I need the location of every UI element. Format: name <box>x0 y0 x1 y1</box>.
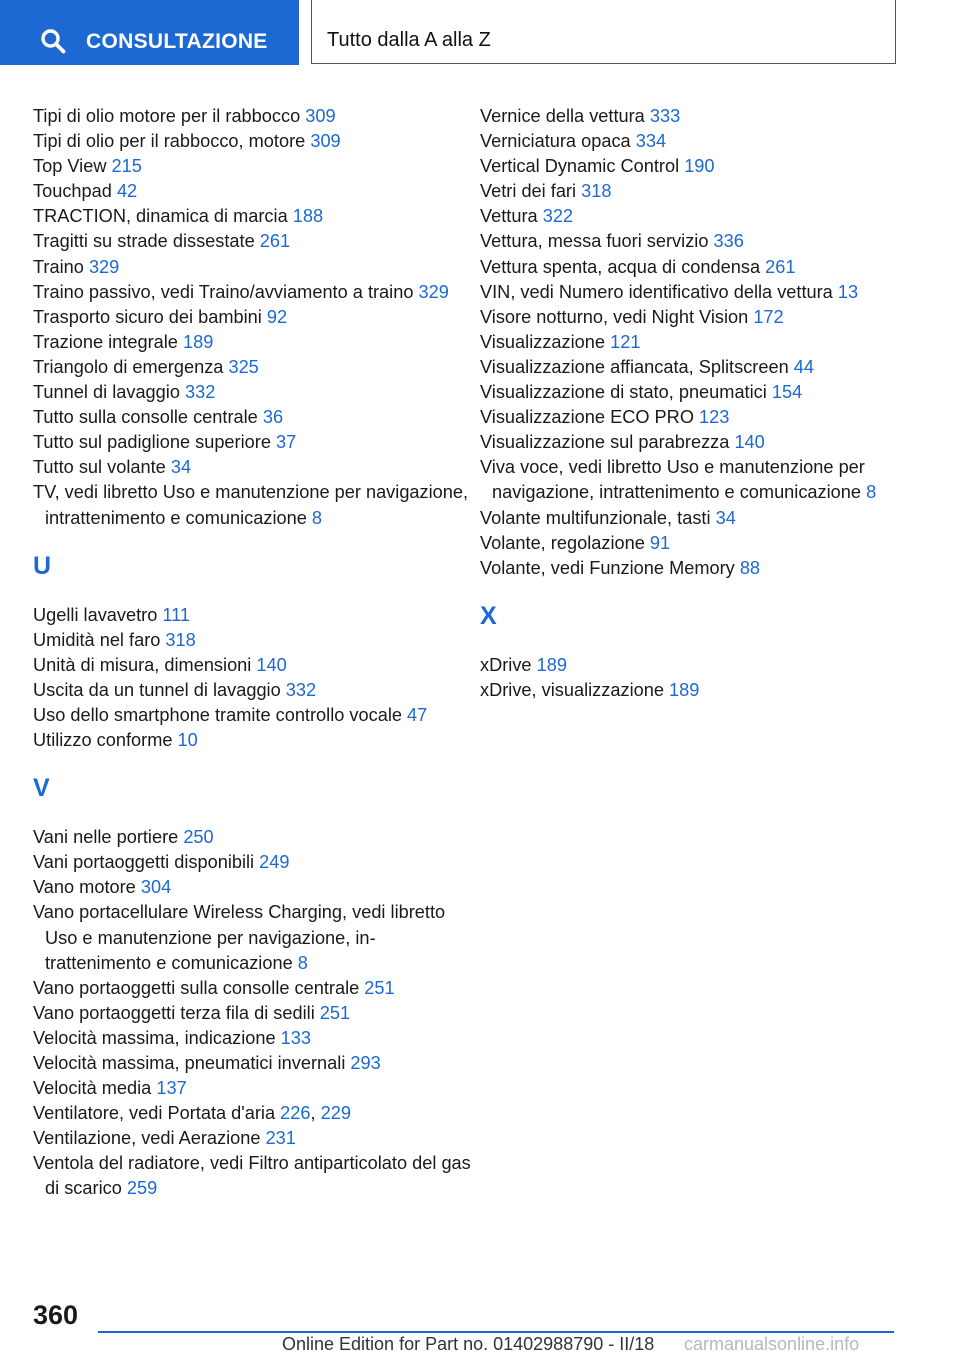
search-icon <box>40 28 66 54</box>
index-entry <box>33 355 473 380</box>
index-entry-text: Tutto sul volante <box>33 457 171 478</box>
index-entry-text: Velocità massima, indicazione <box>33 1027 281 1048</box>
index-entry-text: Velocità media <box>33 1078 157 1099</box>
index-entry <box>480 455 900 505</box>
page-link[interactable]: 154 <box>771 382 803 403</box>
index-entry <box>480 678 900 703</box>
index-entry <box>480 531 900 556</box>
index-entry <box>480 305 900 330</box>
index-entry <box>33 628 473 653</box>
watermark: carmanualsonline.info <box>684 1334 860 1354</box>
index-entry <box>33 703 473 728</box>
index-entry-text: Volante, regolazione <box>480 532 650 553</box>
page-link[interactable]: 333 <box>649 106 681 126</box>
page-link[interactable]: 140 <box>256 654 287 675</box>
index-entry <box>480 506 900 531</box>
page-link[interactable]: 250 <box>183 827 214 848</box>
index-entry <box>33 1001 473 1026</box>
section-letter-u: U <box>33 551 52 580</box>
page-link[interactable]: 133 <box>280 1027 312 1048</box>
page-link[interactable]: 189 <box>182 331 214 352</box>
page-link[interactable]: 249 <box>259 852 290 873</box>
index-entry <box>33 900 473 975</box>
index-entry-text: Ugelli lavavetro <box>33 604 163 625</box>
index-entry <box>33 104 473 129</box>
index-entry <box>33 455 473 480</box>
index-entry-text: TRACTION, dinamica di marcia <box>33 206 293 227</box>
index-entry-text: Vano portaoggetti sulla consolle centrale <box>33 977 365 998</box>
page-link[interactable]: 137 <box>156 1078 187 1099</box>
index-entry-text: Visualizzazione di stato, pneumatici <box>480 382 772 403</box>
index-entry <box>33 330 473 355</box>
index-entry <box>33 480 473 530</box>
index-entry-text: Top View <box>33 156 112 177</box>
index-entry-text: Traino passivo, vedi Traino/avviamento a traino <box>33 281 419 302</box>
index-entry <box>33 1026 473 1051</box>
page-link[interactable]: 336 <box>713 231 744 252</box>
page-link[interactable]: 140 <box>734 432 765 453</box>
index-entry <box>480 229 900 254</box>
page-number: 360 <box>33 1300 79 1330</box>
index-entry: Ventilatore, vedi Portata d'aria 226, 229 <box>33 1103 351 1124</box>
index-entry-text: Ventola del radiatore, vedi Filtro antiparticolato del gas di scarico <box>33 1153 471 1199</box>
index-entry-text: Vetri dei fari <box>480 181 582 202</box>
index-entry-text: Vettura <box>480 206 543 227</box>
page-link[interactable]: 215 <box>111 156 142 177</box>
page-link[interactable]: 189 <box>669 679 700 700</box>
index-entry <box>480 129 900 154</box>
page-link[interactable]: 261 <box>259 231 291 252</box>
index-entry-text: Vani nelle portiere <box>33 827 184 848</box>
page-link[interactable]: 88 <box>739 557 761 578</box>
index-column-right <box>480 104 900 703</box>
index-entry <box>480 405 900 430</box>
index-entry-text: Traino <box>33 256 89 277</box>
index-entry-text: Tutto sul padiglione superiore <box>33 432 276 453</box>
page-link[interactable]: 229 <box>320 1103 351 1124</box>
index-entry-text: Visualizzazione <box>480 331 611 352</box>
index-entry <box>480 330 900 355</box>
page-link[interactable]: 334 <box>635 131 667 152</box>
index-entry <box>33 280 473 305</box>
index-entry <box>33 204 473 229</box>
index-entry-text: Viva voce, vedi libretto Uso e manutenzione per navigazione, intrattenimento e comunicazione <box>480 457 867 503</box>
page-link[interactable]: 47 <box>407 704 428 725</box>
section-letter-v: V <box>33 774 50 803</box>
index-entry <box>33 875 473 900</box>
index-entry <box>480 430 900 455</box>
section-letter-x: X <box>480 601 497 630</box>
page-link[interactable]: 13 <box>837 281 859 302</box>
index-entry <box>33 678 473 703</box>
page-link[interactable]: 36 <box>262 407 284 428</box>
tab-consultazione-label: CONSULTAZIONE <box>86 30 268 53</box>
index-entry <box>480 154 900 179</box>
page-link[interactable]: 318 <box>165 629 196 650</box>
page-link[interactable]: 261 <box>765 256 796 277</box>
footer-divider <box>98 1331 894 1333</box>
page-link[interactable]: 189 <box>536 654 567 675</box>
index-entry-text: Verniciatura opaca <box>480 131 636 152</box>
index-entry <box>33 430 473 455</box>
page-link[interactable]: 111 <box>162 604 191 625</box>
index-entry-text: Vettura spenta, acqua di condensa <box>480 256 766 277</box>
index-entry <box>480 104 900 129</box>
page-link[interactable]: 8 <box>866 482 877 503</box>
page-link[interactable]: 332 <box>185 382 216 403</box>
page-link[interactable]: 190 <box>684 156 715 177</box>
page-link[interactable]: 8 <box>297 952 308 973</box>
index-entry <box>33 825 473 850</box>
index-entry-text: Tipi di olio per il rabbocco, motore <box>33 131 311 152</box>
tab-a-to-z-label: Tutto dalla A alla Z <box>327 29 491 51</box>
page-link[interactable]: 251 <box>319 1002 351 1023</box>
page-link[interactable]: 304 <box>140 877 172 898</box>
index-entry-text: Visualizzazione affiancata, Splitscreen <box>480 356 794 377</box>
index-entry <box>33 1051 473 1076</box>
page-link[interactable]: 44 <box>793 356 814 377</box>
index-entry <box>480 380 900 405</box>
index-entry-text: Utilizzo conforme <box>33 730 178 751</box>
index-entry <box>33 976 473 1001</box>
index-entry-text: Unità di misura, dimensioni <box>33 654 257 675</box>
index-entry <box>33 129 473 154</box>
index-entry-text: TV, vedi libretto Uso e manutenzione per navigazione, intrattenimento e comunicazione <box>33 482 469 528</box>
index-entry <box>480 255 900 280</box>
page-link[interactable]: 188 <box>292 206 324 227</box>
page-link[interactable]: 309 <box>310 131 341 152</box>
page-link[interactable]: 251 <box>364 977 395 998</box>
index-entry <box>480 556 900 581</box>
page-header <box>0 0 960 66</box>
index-entry-text: Triangolo di emergenza <box>33 356 229 377</box>
page-link[interactable]: 172 <box>753 306 784 327</box>
tab-consultazione[interactable] <box>0 0 299 65</box>
index-entry <box>33 603 473 628</box>
index-entry-text: Touchpad <box>33 181 117 202</box>
index-entry-text: Vani portaoggetti disponibili <box>33 852 260 873</box>
index-entry-text: Vano portacellulare Wireless Charging, vedi libretto Uso e manutenzione per navigazione, intrattenimento e comunicazione <box>33 902 446 973</box>
index-entry-text: Vettura, messa fuori servizio <box>480 231 714 252</box>
index-entry-text: Uscita da un tunnel di lavaggio <box>33 679 286 700</box>
index-entry-text: Visualizzazione ECO PRO <box>480 407 700 428</box>
index-entry-text: Vano motore <box>33 877 141 898</box>
page-link[interactable]: 329 <box>88 256 120 277</box>
index-entry <box>33 229 473 254</box>
index-entry-text: xDrive <box>480 654 537 675</box>
page-link[interactable]: 91 <box>649 532 671 553</box>
index-entry <box>33 154 473 179</box>
index-entry-text: Ventilazione, vedi Aerazione <box>33 1128 266 1149</box>
index-entry <box>480 280 900 305</box>
page-link[interactable]: 332 <box>285 679 317 700</box>
index-entry-text: Tutto sulla consolle centrale <box>33 407 263 428</box>
index-entry <box>33 255 473 280</box>
page-link[interactable]: 92 <box>266 306 288 327</box>
index-entry-text: xDrive, visualizzazione <box>480 679 670 700</box>
page-link[interactable]: 34 <box>170 457 192 478</box>
page-link[interactable]: 121 <box>610 331 641 352</box>
index-entry <box>480 653 900 678</box>
page-link[interactable]: 329 <box>418 281 449 302</box>
index-entry-text: Trazione integrale <box>33 331 183 352</box>
index-entry-text: Tragitti su strade dissestate <box>33 231 260 252</box>
index-entry-text: Visualizzazione sul parabrezza <box>480 432 735 453</box>
index-entry <box>33 1126 473 1151</box>
index-entry-text: Vernice della vettura <box>480 106 650 126</box>
page-link[interactable]: 318 <box>581 181 612 202</box>
index-entry-text: VIN, vedi Numero identificativo della vettura <box>480 281 838 302</box>
index-entry <box>33 179 473 204</box>
index-entry <box>33 305 473 330</box>
index-entry <box>33 653 473 678</box>
page-link[interactable]: 231 <box>265 1128 296 1149</box>
index-entry <box>33 728 473 753</box>
tab-a-to-z[interactable] <box>311 0 896 64</box>
page-link[interactable]: 322 <box>542 206 574 227</box>
index-entry <box>33 1076 473 1101</box>
index-entry-text: Tipi di olio motore per il rabbocco <box>33 106 306 126</box>
page-link[interactable]: 226 <box>280 1103 311 1124</box>
index-column-left <box>33 104 473 1202</box>
page-link[interactable]: 8 <box>311 507 323 528</box>
page-link[interactable]: 325 <box>228 356 259 377</box>
index-entry-text: Umidità nel faro <box>33 629 166 650</box>
index-entry <box>33 850 473 875</box>
page-link[interactable]: 10 <box>177 730 198 751</box>
index-entry-text: Volante, vedi Funzione Memory <box>480 557 740 578</box>
index-entry-text: Vertical Dynamic Control <box>480 156 685 177</box>
index-entry <box>33 380 473 405</box>
page-link[interactable]: 37 <box>275 432 297 453</box>
index-entry-text: Ventilatore, vedi Portata d'aria <box>33 1103 281 1124</box>
footer-edition-text: Online Edition for Part no. 01402988790 - II/18 <box>282 1334 655 1354</box>
page-link[interactable]: 123 <box>699 407 730 428</box>
index-entry-text: Visore notturno, vedi Night Vision <box>480 306 754 327</box>
index-entry-text: Volante multifunzionale, tasti <box>480 507 716 528</box>
index-entry-text: Velocità massima, pneumatici invernali <box>33 1053 351 1073</box>
index-entry <box>480 179 900 204</box>
index-entry-text: Trasporto sicuro dei bambini <box>33 306 267 327</box>
index-entry <box>33 405 473 430</box>
index-entry <box>480 355 900 380</box>
index-entry-text: Uso dello smartphone tramite controllo vocale <box>33 704 408 725</box>
index-entry <box>480 204 900 229</box>
page-link[interactable]: 34 <box>715 507 736 528</box>
index-entry-text: Tunnel di lavaggio <box>33 382 186 403</box>
index-entry <box>33 1151 473 1201</box>
page-link[interactable]: 293 <box>350 1053 381 1073</box>
page-link[interactable]: 42 <box>116 181 138 202</box>
index-entry-text: Vano portaoggetti terza fila di sedili <box>33 1002 320 1023</box>
page-link[interactable]: 309 <box>305 106 336 126</box>
page-link[interactable]: 259 <box>126 1178 158 1199</box>
